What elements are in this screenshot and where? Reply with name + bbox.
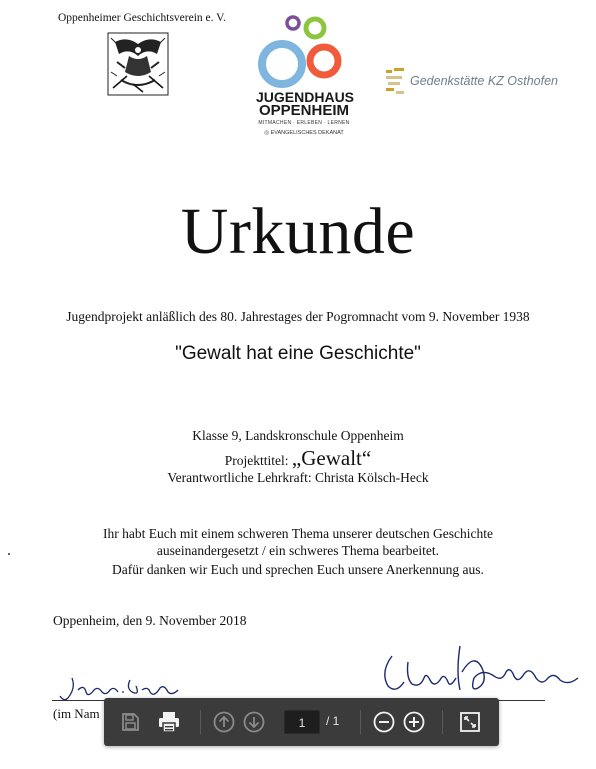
occasion-text: Jugendprojekt anläßlich des 80. Jahrestages der Pogromnacht vom 9. November 1938 (66, 309, 530, 324)
fit-page-icon[interactable] (458, 710, 482, 734)
project-quote: "Gewalt hat eine Geschichte" (175, 343, 421, 364)
toolbar-separator (200, 710, 201, 734)
jugendhaus-title-line1: JUGENDHAUS (256, 89, 355, 105)
page-number-input[interactable]: 1 (284, 710, 320, 734)
toolbar-separator (442, 710, 443, 734)
message-line-1: Ihr habt Euch mit einem schweren Thema unserer deutschen Geschichte (103, 526, 493, 541)
toolbar-separator (360, 710, 361, 734)
gedenkstaette-name: Gedenkstätte KZ Osthofen (410, 74, 558, 88)
place-date: Oppenheim, den 9. November 2018 (53, 613, 247, 628)
certificate-title: Urkunde (180, 195, 416, 268)
gedenkstaette-stripes-icon (384, 64, 408, 98)
jugendhaus-tagline: MITMACHEN · ERLEBEN · LERNEN (258, 120, 350, 126)
signature-caption: (im Nam (53, 706, 100, 721)
zoom-in-icon[interactable] (402, 710, 426, 734)
dekanat-emblem-icon: ◎ (264, 130, 271, 136)
speck (8, 553, 10, 555)
page-total: / 1 (326, 714, 340, 728)
save-icon[interactable] (118, 710, 142, 734)
project-title-line (0, 446, 596, 471)
class-line: Klasse 9, Landskronschule Oppenheim (192, 428, 404, 443)
project-title-label: Projekttitel: (224, 453, 289, 468)
signature-right (378, 642, 590, 704)
pdf-toolbar (104, 698, 499, 746)
project-title-value: „Gewalt“ (291, 446, 372, 470)
print-icon[interactable] (156, 709, 182, 735)
jugendhaus-logo (256, 14, 355, 140)
dekanat-text: EVANGELISCHES DEKANAT (270, 130, 344, 136)
eagle-woodcut-logo (107, 32, 169, 96)
next-page-icon[interactable] (242, 710, 266, 734)
previous-page-icon[interactable] (212, 710, 236, 734)
teacher-line: Verantwortliche Lehrkraft: Christa Kölsch-Heck (167, 470, 429, 485)
message-line-2: auseinandergesetzt / ein schweres Thema bearbeitet. (156, 543, 440, 558)
zoom-out-icon[interactable] (372, 710, 396, 734)
jugendhaus-circles-icon (256, 14, 352, 90)
gedenkstaette-logo (384, 64, 564, 100)
organization-name: Oppenheimer Geschichtsverein e. V. (58, 12, 226, 24)
evangelisches-dekanat-label (256, 130, 352, 136)
jugendhaus-title-line2: OPPENHEIM (258, 102, 349, 119)
message-line-3: Dafür danken wir Euch und sprechen Euch unsere Anerkennung aus. (112, 562, 484, 577)
